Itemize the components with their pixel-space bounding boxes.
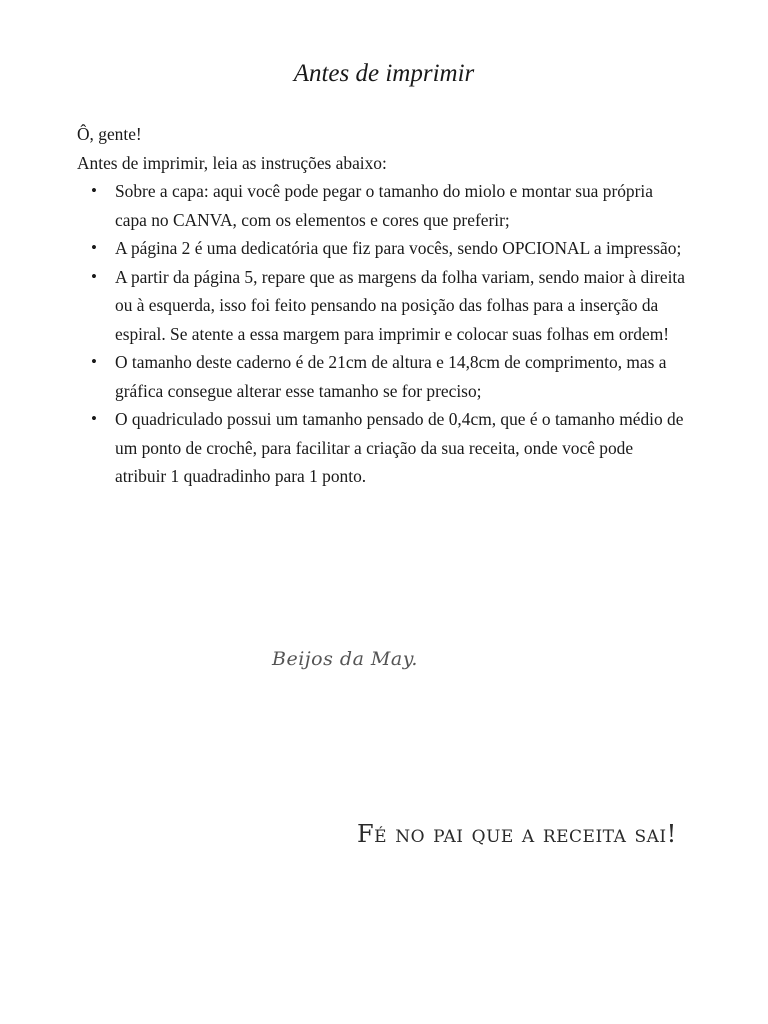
bullet-icon: • bbox=[91, 266, 97, 286]
list-item-text: O quadriculado possui um tamanho pensado de 0,4cm, que é o tamanho médio de um ponto de crochê, para facilitar a criação da sua receita, onde você pode atribuir 1 quadradinho para 1 ponto. bbox=[115, 409, 684, 486]
list-item-text: Sobre a capa: aqui você pode pegar o tamanho do miolo e montar sua própria capa no CANVA, com os elementos e cores que preferir; bbox=[115, 181, 653, 230]
page-title: Antes de imprimir bbox=[293, 60, 475, 87]
list-item-text: A partir da página 5, repare que as margens da folha variam, sendo maior à direita ou à esquerda, isso foi feito pensando na posição das folhas para a inserção da espiral. Se atente a essa margem para imprimir e colocar suas folhas em ordem! bbox=[115, 266, 685, 344]
list-item bbox=[77, 405, 687, 491]
motto-text: Fé no pai que a receita sai! bbox=[357, 820, 677, 848]
bullet-icon: • bbox=[91, 352, 97, 371]
list-item bbox=[77, 177, 687, 234]
list-item-text: O tamanho deste caderno é de 21cm de altura e 14,8cm de comprimento, mas a gráfica consegue alterar esse tamanho se for preciso; bbox=[115, 352, 667, 401]
bullet-icon: • bbox=[91, 238, 97, 257]
document-body bbox=[77, 120, 687, 491]
list-item bbox=[77, 263, 687, 349]
greeting: Ô, gente! bbox=[77, 124, 142, 144]
bullet-icon: • bbox=[91, 409, 97, 428]
list-item bbox=[77, 234, 687, 263]
intro-text: Antes de imprimir, leia as instruções abaixo: bbox=[77, 152, 387, 173]
instruction-list bbox=[77, 177, 687, 491]
signature: Beijos da May. bbox=[272, 648, 418, 670]
list-item-text: A página 2 é uma dedicatória que fiz para vocês, sendo OPCIONAL a impressão; bbox=[115, 238, 682, 258]
list-item bbox=[77, 348, 687, 405]
bullet-icon: • bbox=[91, 181, 97, 200]
